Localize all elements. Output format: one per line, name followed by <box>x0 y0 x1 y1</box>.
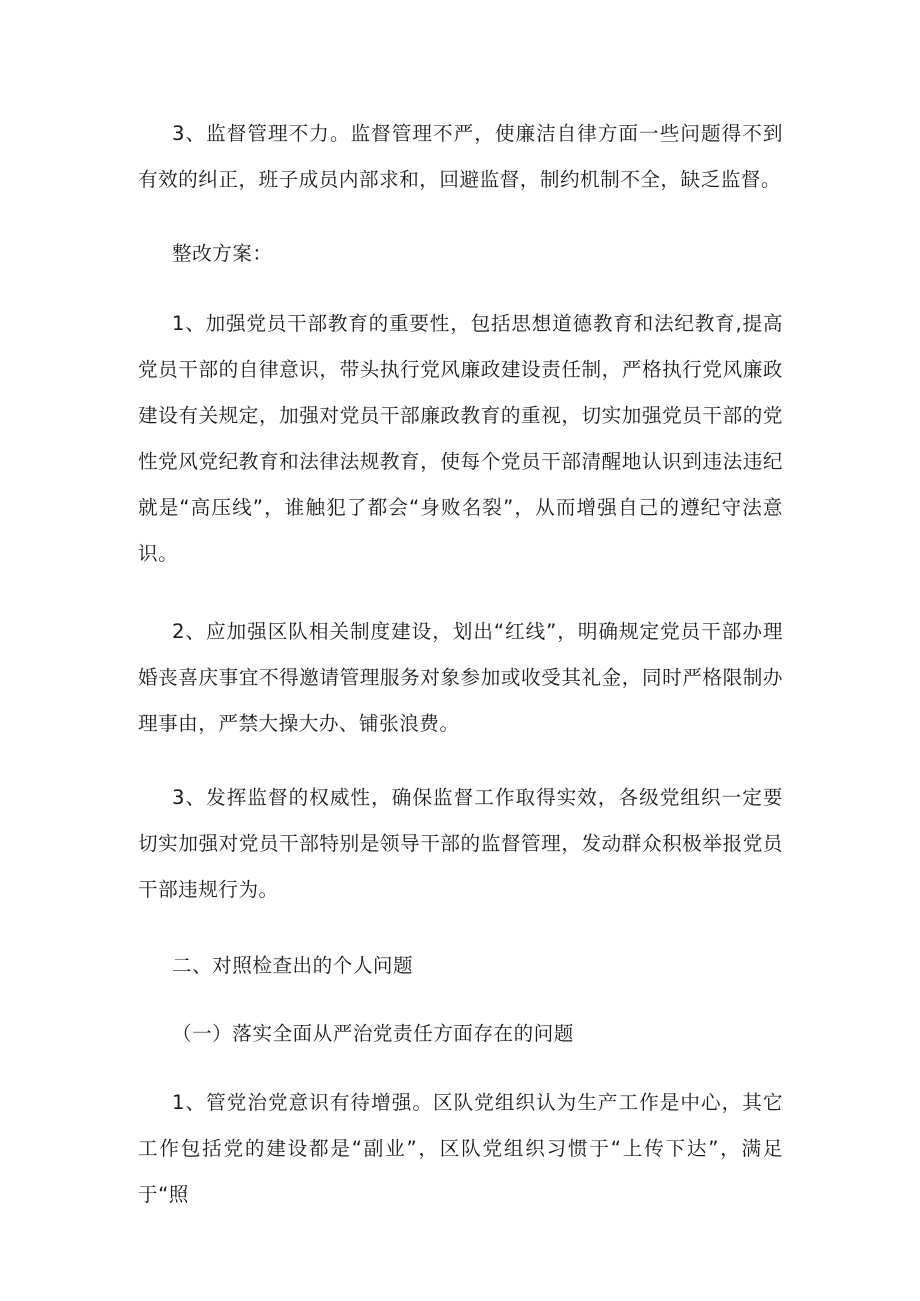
paragraph-party-awareness: 1、管党治党意识有待增强。区队党组织认为生产工作是中心，其它工作包括党的建设都是“副业”，区队党组织习惯于“上传下达”，满足于“照 <box>138 1091 783 1206</box>
paragraph-rectification-3: 3、发挥监督的权威性，确保监督工作取得实效，各级党组织一定要切实加强对党员干部特别是领导干部的监督管理，发动群众积极举报党员干部违规行为。 <box>138 786 783 901</box>
heading-rectification-plan: 整改方案： <box>172 242 273 265</box>
paragraph-rectification-1: 1、加强党员干部教育的重要性，包括思想道德教育和法纪教育,提高党员干部的自律意识，带头执行党风廉政建设责任制，严格执行党风廉政建设有关规定，加强对党员干部廉政教育的重视，切实加强党员干部的党性党风党纪教育和法律法规教育，使每个党员干部清醒地认识到违法违纪就是“高压线”，谁触犯了都会“身败名裂”，从而增强自己的遵纪守法意识。 <box>138 312 783 565</box>
subheading-party-responsibility: （一）落实全面从严治党责任方面存在的问题 <box>172 1022 574 1045</box>
paragraph-rectification-2: 2、应加强区队相关制度建设，划出“红线”，明确规定党员干部办理婚丧喜庆事宜不得邀请管理服务对象参加或收受其礼金，同时严格限制办理事由，严禁大操大办、铺张浪费。 <box>138 620 783 735</box>
paragraph-supervision-issue: 3、监督管理不力。监督管理不严，使廉洁自律方面一些问题得不到有效的纠正，班子成员内部求和，回避监督，制约机制不全，缺乏监督。 <box>138 122 783 191</box>
heading-personal-issues: 二、对照检查出的个人问题 <box>172 954 414 977</box>
